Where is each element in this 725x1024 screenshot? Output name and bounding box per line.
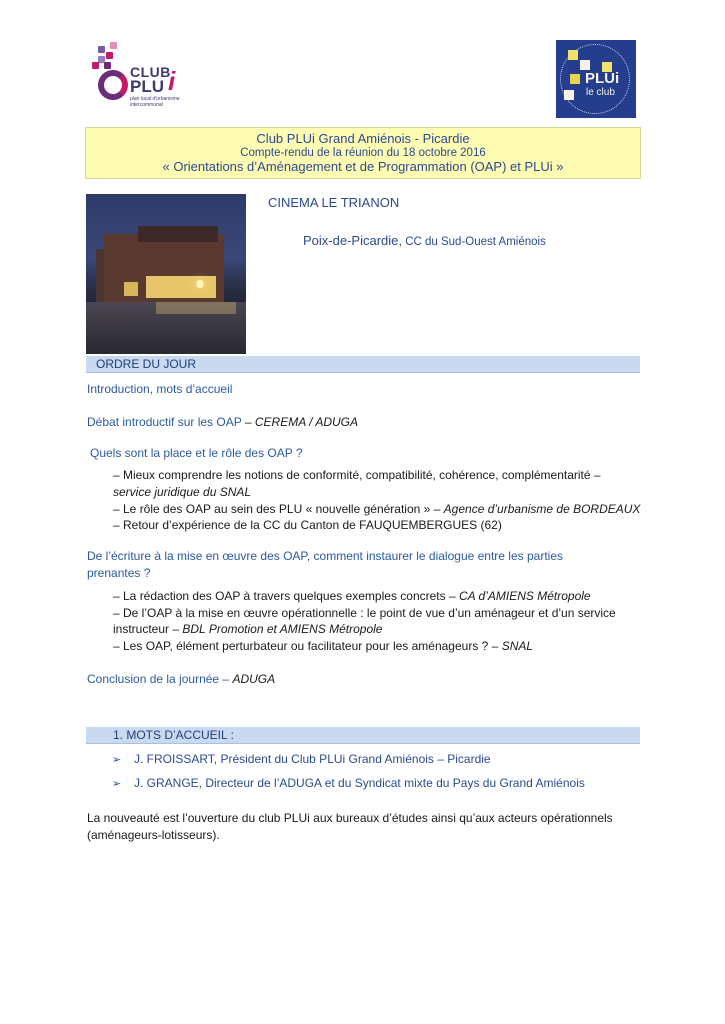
conclusion-speaker: ADUGA (232, 672, 276, 686)
report-title: Club PLUi Grand Amiénois - Picardie (256, 131, 470, 146)
debat-separator: – (241, 415, 255, 429)
logo-plui-text: PLUi (585, 70, 620, 87)
logo-tagline: plan local d'urbanisme intercommunal (130, 96, 180, 108)
logo-plu-text: PLU (130, 77, 164, 96)
agenda-intro: Introduction, mots d’accueil (87, 382, 233, 396)
agenda-heading-bar (86, 356, 640, 373)
conclusion-label: Conclusion de la journée (87, 672, 220, 686)
venue-location (303, 233, 546, 248)
agenda-heading: ORDRE DU JOUR (96, 357, 197, 371)
q1-item-b-speaker: Agence d’urbanisme de BORDEAUX (443, 502, 641, 516)
agenda-debat (87, 414, 358, 431)
venue-title: CINEMA LE TRIANON (268, 195, 400, 210)
debat-label: Débat introductif sur les OAP (87, 415, 242, 429)
q1-item-b-text: – Le rôle des OAP au sein des PLU « nouvelle génération » – (113, 502, 444, 516)
q2-item-b-cont (113, 621, 382, 638)
q2-item-b-speaker: BDL Promotion et AMIENS Métropole (182, 622, 383, 636)
venue-town: Poix-de-Picardie, (303, 233, 402, 248)
section-1-paragraph: La nouveauté est l’ouverture du club PLUi aux bureaux d’études ainsi qu’aux acteurs opérationnels (87, 811, 613, 825)
q1-item-b (113, 501, 640, 518)
section-1-paragraph-cont: (aménageurs-lotisseurs). (87, 828, 220, 842)
q2-item-a-speaker: CA d’AMIENS Métropole (458, 589, 591, 603)
logo-i-text: i (168, 66, 176, 96)
arrow-bullet-icon: ➢ (112, 754, 122, 766)
q2-item-c-speaker: SNAL (501, 639, 534, 653)
q2-item-c-text: – Les OAP, élément perturbateur ou facilitateur pour les aménageurs ? – (113, 639, 502, 653)
section-1-heading: 1. MOTS D’ACCUEIL : (113, 728, 234, 742)
logo-le-club-text: le club (586, 87, 615, 98)
club-plui-logo (88, 40, 208, 110)
q2-item-c (113, 638, 533, 655)
agenda-question-2-cont: prenantes ? (87, 566, 151, 580)
plui-le-club-logo (556, 40, 636, 118)
agenda-question-2: De l’écriture à la mise en œuvre des OAP, comment instaurer le dialogue entre les parties (87, 549, 563, 563)
debat-speakers: CEREMA / ADUGA (254, 415, 358, 429)
section-1-heading-bar (86, 727, 640, 744)
venue-cc: CC du Sud-Ouest Amiénois (402, 236, 546, 248)
q2-item-a (113, 588, 591, 605)
cinema-photo (86, 194, 246, 354)
welcome-speaker-2 (112, 776, 585, 790)
q2-item-b-text: instructeur – (113, 622, 183, 636)
logo-ring-icon (98, 70, 128, 100)
welcome-speaker-1-text: J. FROISSART, Président du Club PLUi Grand Amiénois – Picardie (134, 752, 491, 766)
q1-item-c: – Retour d’expérience de la CC du Canton de FAUQUEMBERGUES (62) (113, 518, 502, 532)
q1-item-a-speaker: service juridique du SNAL (113, 485, 252, 499)
q2-item-a-text: – La rédaction des OAP à travers quelques exemples concrets – (113, 589, 459, 603)
arrow-bullet-icon: ➢ (112, 778, 122, 790)
logo-club-text: CLUB (130, 64, 171, 80)
report-subtitle: Compte-rendu de la réunion du 18 octobre 2016 (240, 147, 486, 159)
agenda-conclusion (87, 671, 275, 688)
welcome-speaker-2-text: J. GRANGE, Directeur de l’ADUGA et du Syndicat mixte du Pays du Grand Amiénois (134, 776, 585, 790)
conclusion-separator: – (219, 672, 233, 686)
report-theme: « Orientations d’Aménagement et de Programmation (OAP) et PLUi » (162, 159, 564, 174)
q1-item-a: – Mieux comprendre les notions de conformité, compatibilité, cohérence, complémentarité – (113, 468, 601, 482)
q2-item-b: – De l’OAP à la mise en œuvre opérationnelle : le point de vue d’un aménageur et d’un service (113, 606, 616, 620)
agenda-question-1: Quels sont la place et le rôle des OAP ? (90, 446, 303, 460)
welcome-speaker-1 (112, 752, 491, 766)
report-header (85, 127, 641, 179)
